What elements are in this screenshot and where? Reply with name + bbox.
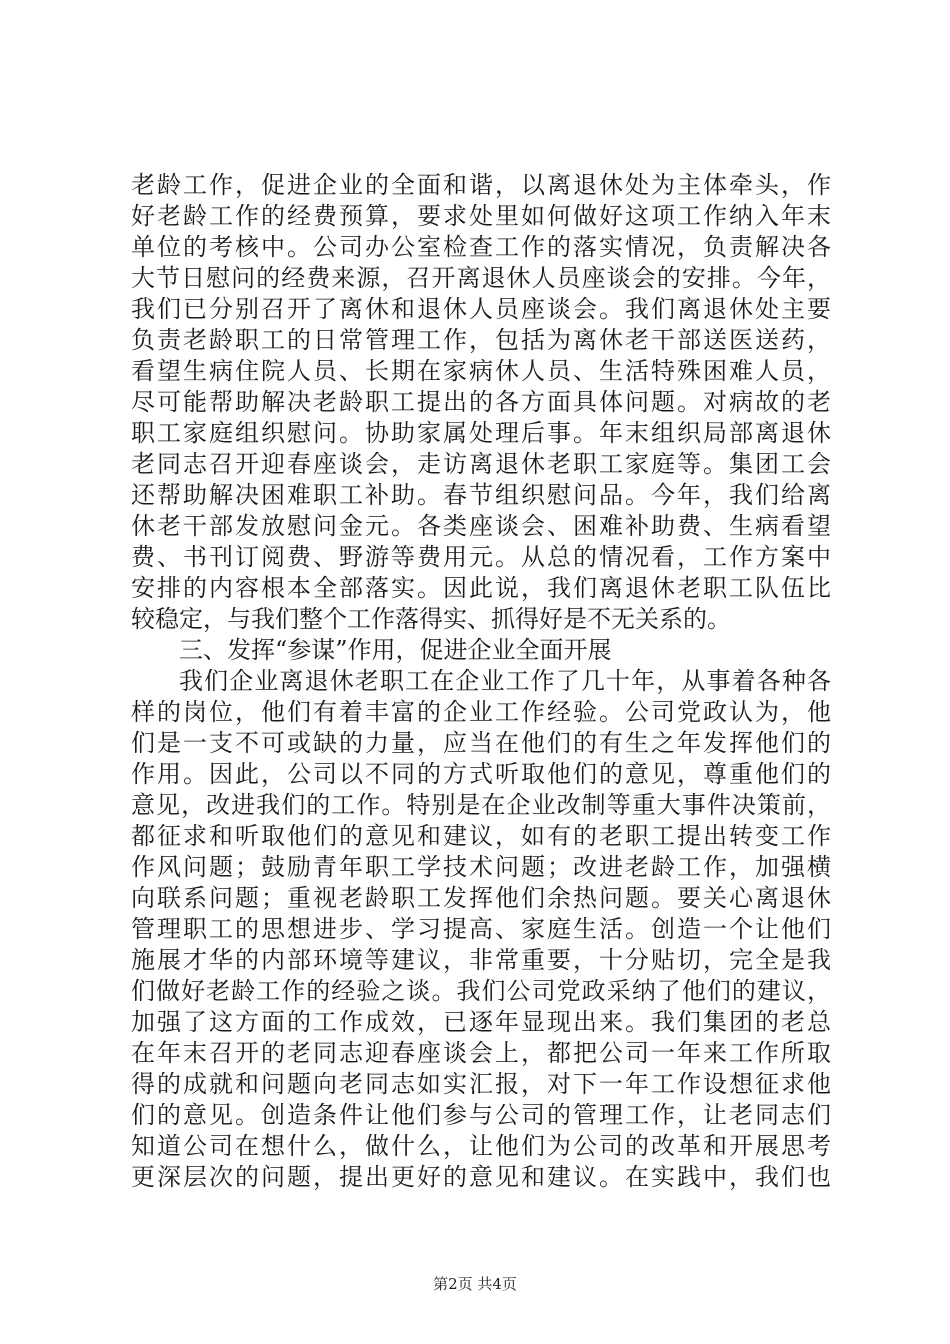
text-line: 更深层次的问题，提出更好的意见和建议。在实践中，我们也 [131,1163,831,1191]
text-line: 们是一支不可或缺的力量，应当在他们的有生之年发挥他们的 [131,729,831,757]
text-line: 意见，改进我们的工作。特别是在企业改制等重大事件决策前， [131,791,831,819]
text-line: 安排的内容根本全部落实。因此说，我们离退休老职工队伍比 [131,574,831,602]
text-line: 看望生病住院人员、长期在家病休人员、生活特殊困难人员， [131,357,831,385]
text-line: 我们已分别召开了离休和退休人员座谈会。我们离退休处主要 [131,295,831,323]
text-line: 单位的考核中。公司办公室检查工作的落实情况，负责解决各 [131,233,831,261]
text-line: 加强了这方面的工作成效，已逐年显现出来。我们集团的老总 [131,1008,831,1036]
text-line: 得的成就和问题向老同志如实汇报，对下一年工作设想征求他 [131,1070,831,1098]
text-line: 我们企业离退休老职工在企业工作了几十年，从事着各种各 [179,667,831,695]
text-line: 老同志召开迎春座谈会，走访离退休老职工家庭等。集团工会 [131,450,831,478]
text-line: 好老龄工作的经费预算，要求处里如何做好这项工作纳入年末 [131,202,831,230]
text-line: 费、书刊订阅费、野游等费用元。从总的情况看，工作方案中 [131,543,831,571]
text-line: 作用。因此，公司以不同的方式听取他们的意见，尊重他们的 [131,760,831,788]
text-line: 们的意见。创造条件让他们参与公司的管理工作，让老同志们 [131,1101,831,1129]
text-line: 样的岗位，他们有着丰富的企业工作经验。公司党政认为，他 [131,698,831,726]
text-line: 负责老龄职工的日常管理工作，包括为离休老干部送医送药， [131,326,831,354]
text-line: 还帮助解决困难职工补助。春节组织慰问品。今年，我们给离 [131,481,831,509]
text-line: 们做好老龄工作的经验之谈。我们公司党政采纳了他们的建议， [131,977,831,1005]
text-line: 作风问题；鼓励青年职工学技术问题；改进老龄工作，加强横 [131,853,831,881]
text-line: 都征求和听取他们的意见和建议，如有的老职工提出转变工作 [131,822,831,850]
text-line: 大节日慰问的经费来源，召开离退休人员座谈会的安排。今年， [131,264,831,292]
section-heading: 三、发挥“参谋”作用，促进企业全面开展 [179,636,612,664]
text-line: 休老干部发放慰问金元。各类座谈会、困难补助费、生病看望 [131,512,831,540]
text-line: 管理职工的思想进步、学习提高、家庭生活。创造一个让他们 [131,915,831,943]
text-line: 施展才华的内部环境等建议，非常重要，十分贴切，完全是我 [131,946,831,974]
page-number-footer: 第2页 共4页 [433,1275,517,1293]
text-line: 向联系问题；重视老龄职工发挥他们余热问题。要关心离退休 [131,884,831,912]
body-text [131,170,831,1193]
text-line: 老龄工作，促进企业的全面和谐，以离退休处为主体牵头，作 [131,171,831,199]
text-line: 知道公司在想什么，做什么，让他们为公司的改革和开展思考 [131,1132,831,1160]
text-line: 尽可能帮助解决老龄职工提出的各方面具体问题。对病故的老 [131,388,831,416]
text-line: 职工家庭组织慰问。协助家属处理后事。年末组织局部离退休 [131,419,831,447]
text-line: 较稳定，与我们整个工作落得实、抓得好是不无关系的。 [131,605,731,633]
text-line: 在年末召开的老同志迎春座谈会上，都把公司一年来工作所取 [131,1039,831,1067]
